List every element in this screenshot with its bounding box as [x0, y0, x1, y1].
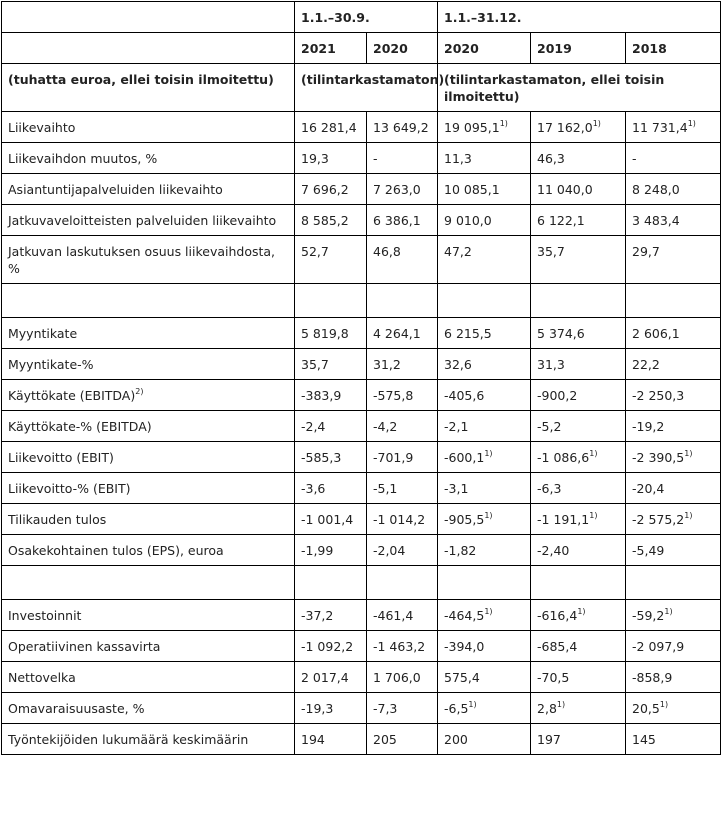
cell-value: 4 264,1 [373, 326, 421, 341]
value-cell [367, 236, 438, 284]
value-cell [626, 318, 721, 349]
table-row [2, 535, 721, 566]
year-header: 2020 [438, 33, 531, 64]
period-annual: 1.1.–31.12. [438, 2, 721, 33]
table-row [2, 504, 721, 535]
table-row [2, 600, 721, 631]
value-cell [531, 535, 626, 566]
cell-value: 2 606,1 [632, 326, 680, 341]
unit-note: (tuhatta euroa, ellei toisin ilmoitettu) [2, 64, 295, 112]
cell-value: 22,2 [632, 357, 660, 372]
empty-cell [626, 284, 721, 318]
value-cell [295, 205, 367, 236]
row-label [2, 693, 295, 724]
cell-value: 205 [373, 732, 397, 747]
table-row [2, 349, 721, 380]
value-cell [438, 442, 531, 473]
cell-value: 11,3 [444, 151, 472, 166]
year-header: 2019 [531, 33, 626, 64]
row-label [2, 442, 295, 473]
value-cell [367, 535, 438, 566]
row-label [2, 411, 295, 442]
value-cell [438, 174, 531, 205]
cell-value: -2,40 [537, 543, 570, 558]
cell-value: -19,2 [632, 419, 665, 434]
value-cell [367, 693, 438, 724]
value-cell [367, 143, 438, 174]
value-cell [626, 724, 721, 755]
footnote-marker: 1) [499, 119, 508, 128]
cell-value: -5,2 [537, 419, 562, 434]
value-cell [531, 143, 626, 174]
cell-value: -2 250,3 [632, 388, 685, 403]
table-row [2, 631, 721, 662]
audit-note-interim: (tilintarkastamaton) [295, 64, 438, 112]
row-label-text: Omavaraisuusaste, % [8, 701, 145, 716]
cell-value: 32,6 [444, 357, 472, 372]
table-row [2, 380, 721, 411]
table-row [2, 236, 721, 284]
value-cell [531, 473, 626, 504]
value-cell [438, 473, 531, 504]
empty-cell [367, 566, 438, 600]
value-cell [531, 349, 626, 380]
cell-value: -1,99 [301, 543, 334, 558]
value-cell [367, 380, 438, 411]
row-label-text: Käyttökate (EBITDA) [8, 388, 136, 403]
value-cell [531, 318, 626, 349]
value-cell [295, 174, 367, 205]
cell-value: -3,6 [301, 481, 326, 496]
cell-value: 10 085,1 [444, 182, 500, 197]
footnote-marker: 1) [484, 607, 493, 616]
cell-value: 46,3 [537, 151, 565, 166]
row-label [2, 380, 295, 411]
value-cell [295, 631, 367, 662]
row-label-text: Investoinnit [8, 608, 82, 623]
cell-value: -585,3 [301, 450, 342, 465]
value-cell [626, 631, 721, 662]
empty-cell [2, 284, 295, 318]
row-label [2, 535, 295, 566]
value-cell [531, 724, 626, 755]
cell-value: -2 097,9 [632, 639, 685, 654]
cell-value: -1 001,4 [301, 512, 354, 527]
table-row [2, 143, 721, 174]
value-cell [367, 600, 438, 631]
cell-value: -394,0 [444, 639, 485, 654]
footnote-marker: 1) [556, 700, 566, 709]
row-label [2, 318, 295, 349]
row-label-text: Liikevoitto (EBIT) [8, 450, 114, 465]
value-cell [626, 236, 721, 284]
value-cell [438, 693, 531, 724]
cell-value: -1 092,2 [301, 639, 354, 654]
cell-value: -383,9 [301, 388, 342, 403]
row-label-text: Liikevoitto-% (EBIT) [8, 481, 131, 496]
value-cell [295, 442, 367, 473]
value-cell [438, 662, 531, 693]
value-cell [531, 600, 626, 631]
cell-value: 19 095,1 [444, 120, 500, 135]
footnote-marker: 1) [589, 511, 598, 520]
spacer-row [2, 284, 721, 318]
cell-value: 17 162,0 [537, 120, 593, 135]
value-cell [438, 724, 531, 755]
cell-value: 29,7 [632, 244, 660, 259]
year-header: 2018 [626, 33, 721, 64]
cell-value: 9 010,0 [444, 213, 492, 228]
value-cell [626, 349, 721, 380]
value-cell [367, 504, 438, 535]
empty-cell [438, 566, 531, 600]
cell-value: -464,5 [444, 608, 485, 623]
cell-value: -905,5 [444, 512, 485, 527]
row-label [2, 631, 295, 662]
footnote-marker: 1) [484, 449, 493, 458]
value-cell [531, 174, 626, 205]
value-cell [295, 662, 367, 693]
year-header: 2021 [295, 33, 367, 64]
footnote-marker: 1) [589, 449, 598, 458]
cell-value: 11 040,0 [537, 182, 593, 197]
footnote-marker: 2) [135, 387, 144, 396]
cell-value: 2,8 [537, 701, 557, 716]
value-cell [367, 724, 438, 755]
cell-value: -3,1 [444, 481, 469, 496]
value-cell [531, 631, 626, 662]
cell-value: 35,7 [301, 357, 329, 372]
table-row [2, 442, 721, 473]
cell-value: -7,3 [373, 701, 398, 716]
row-label-text: Operatiivinen kassavirta [8, 639, 161, 654]
value-cell [295, 411, 367, 442]
row-label-text: Myyntikate [8, 326, 78, 341]
footnote-marker: 1) [659, 700, 669, 709]
row-label [2, 112, 295, 143]
cell-value: -6,5 [444, 701, 469, 716]
value-cell [367, 473, 438, 504]
cell-value: -685,4 [537, 639, 578, 654]
value-cell [626, 205, 721, 236]
value-cell [531, 205, 626, 236]
value-cell [626, 600, 721, 631]
cell-value: 7 696,2 [301, 182, 349, 197]
cell-value: 6 122,1 [537, 213, 585, 228]
value-cell [367, 174, 438, 205]
value-cell [626, 442, 721, 473]
value-cell [531, 380, 626, 411]
value-cell [626, 112, 721, 143]
value-cell [438, 112, 531, 143]
value-cell [438, 205, 531, 236]
audit-note-annual: (tilintarkastamaton, ellei toisin ilmoitettu) [438, 64, 721, 112]
cell-value: 200 [444, 732, 468, 747]
row-label [2, 662, 295, 693]
row-label [2, 143, 295, 174]
empty-cell [367, 284, 438, 318]
footnote-marker: 1) [484, 511, 493, 520]
row-label [2, 473, 295, 504]
table-row [2, 205, 721, 236]
unit-header-row [2, 64, 721, 112]
value-cell [438, 318, 531, 349]
footnote-marker: 1) [684, 511, 693, 520]
value-cell [531, 411, 626, 442]
row-label-text: Jatkuvan laskutuksen osuus liikevaihdosta, % [8, 244, 276, 276]
value-cell [438, 600, 531, 631]
value-cell [438, 631, 531, 662]
spacer-row [2, 566, 721, 600]
value-cell [626, 662, 721, 693]
value-cell [626, 504, 721, 535]
value-cell [626, 693, 721, 724]
financial-table [1, 1, 721, 755]
cell-value: -405,6 [444, 388, 485, 403]
value-cell [295, 143, 367, 174]
value-cell [295, 380, 367, 411]
value-cell [626, 174, 721, 205]
empty-cell [2, 2, 295, 33]
cell-value: - [373, 151, 378, 166]
value-cell [367, 442, 438, 473]
cell-value: -37,2 [301, 608, 334, 623]
year-header: 2020 [367, 33, 438, 64]
value-cell [367, 631, 438, 662]
period-interim: 1.1.–30.9. [295, 2, 438, 33]
footnote-marker: 1) [687, 119, 696, 128]
table-row [2, 693, 721, 724]
row-label [2, 174, 295, 205]
value-cell [295, 504, 367, 535]
footnote-marker: 1) [577, 607, 586, 616]
empty-cell [295, 566, 367, 600]
cell-value: -59,2 [632, 608, 665, 623]
table-row [2, 318, 721, 349]
value-cell [531, 442, 626, 473]
cell-value: 19,3 [301, 151, 329, 166]
cell-value: 16 281,4 [301, 120, 357, 135]
empty-cell [295, 284, 367, 318]
cell-value: 1 706,0 [373, 670, 421, 685]
row-label-text: Käyttökate-% (EBITDA) [8, 419, 152, 434]
value-cell [295, 236, 367, 284]
value-cell [367, 205, 438, 236]
table-row [2, 662, 721, 693]
table-row [2, 174, 721, 205]
value-cell [438, 236, 531, 284]
row-label [2, 600, 295, 631]
cell-value: -575,8 [373, 388, 414, 403]
value-cell [626, 535, 721, 566]
cell-value: 52,7 [301, 244, 329, 259]
cell-value: 31,2 [373, 357, 401, 372]
value-cell [295, 473, 367, 504]
value-cell [295, 318, 367, 349]
cell-value: -600,1 [444, 450, 485, 465]
empty-cell [438, 284, 531, 318]
table-row [2, 112, 721, 143]
cell-value: -1 463,2 [373, 639, 426, 654]
cell-value: -1 014,2 [373, 512, 426, 527]
value-cell [367, 349, 438, 380]
cell-value: 197 [537, 732, 561, 747]
cell-value: 11 731,4 [632, 120, 688, 135]
value-cell [367, 318, 438, 349]
cell-value: 145 [632, 732, 656, 747]
cell-value: 575,4 [444, 670, 480, 685]
value-cell [367, 662, 438, 693]
cell-value: 35,7 [537, 244, 565, 259]
table-row [2, 473, 721, 504]
value-cell [295, 724, 367, 755]
empty-cell [626, 566, 721, 600]
value-cell [438, 380, 531, 411]
empty-cell [531, 566, 626, 600]
row-label-text: Osakekohtainen tulos (EPS), euroa [8, 543, 224, 558]
footnote-marker: 1) [664, 607, 673, 616]
value-cell [295, 112, 367, 143]
cell-value: 8 248,0 [632, 182, 680, 197]
cell-value: 13 649,2 [373, 120, 429, 135]
cell-value: 6 386,1 [373, 213, 421, 228]
row-label [2, 349, 295, 380]
footnote-marker: 1) [468, 700, 477, 709]
cell-value: 3 483,4 [632, 213, 680, 228]
cell-value: 47,2 [444, 244, 472, 259]
cell-value: -19,3 [301, 701, 334, 716]
value-cell [626, 473, 721, 504]
table-row [2, 724, 721, 755]
cell-value: -1 086,6 [537, 450, 590, 465]
value-cell [295, 535, 367, 566]
row-label [2, 236, 295, 284]
cell-value: -70,5 [537, 670, 570, 685]
cell-value: -6,3 [537, 481, 562, 496]
value-cell [626, 380, 721, 411]
empty-cell [531, 284, 626, 318]
value-cell [438, 535, 531, 566]
value-cell [438, 411, 531, 442]
cell-value: 2 017,4 [301, 670, 349, 685]
row-label [2, 205, 295, 236]
cell-value: 46,8 [373, 244, 401, 259]
value-cell [531, 693, 626, 724]
table-row [2, 411, 721, 442]
cell-value: 194 [301, 732, 325, 747]
cell-value: -5,1 [373, 481, 398, 496]
cell-value: 8 585,2 [301, 213, 349, 228]
cell-value: -461,4 [373, 608, 414, 623]
cell-value: 31,3 [537, 357, 565, 372]
footnote-marker: 1) [592, 119, 601, 128]
cell-value: -616,4 [537, 608, 578, 623]
row-label-text: Liikevaihto [8, 120, 76, 135]
cell-value: -2,4 [301, 419, 326, 434]
cell-value: -1,82 [444, 543, 477, 558]
value-cell [531, 236, 626, 284]
row-label [2, 724, 295, 755]
period-header-row [2, 2, 721, 33]
cell-value: -4,2 [373, 419, 398, 434]
year-header-row [2, 33, 721, 64]
cell-value: -858,9 [632, 670, 673, 685]
value-cell [438, 143, 531, 174]
row-label-text: Nettovelka [8, 670, 76, 685]
row-label-text: Tilikauden tulos [8, 512, 107, 527]
cell-value: -2 575,2 [632, 512, 685, 527]
row-label-text: Liikevaihdon muutos, % [8, 151, 158, 166]
value-cell [438, 504, 531, 535]
cell-value: -20,4 [632, 481, 665, 496]
cell-value: 6 215,5 [444, 326, 492, 341]
value-cell [531, 112, 626, 143]
row-label-text: Asiantuntijapalveluiden liikevaihto [8, 182, 223, 197]
cell-value: 5 819,8 [301, 326, 349, 341]
value-cell [367, 411, 438, 442]
cell-value: - [632, 151, 637, 166]
value-cell [531, 662, 626, 693]
value-cell [438, 349, 531, 380]
empty-cell [2, 33, 295, 64]
row-label-text: Työntekijöiden lukumäärä keskimäärin [8, 732, 249, 747]
footnote-marker: 1) [684, 449, 693, 458]
value-cell [295, 349, 367, 380]
value-cell [626, 143, 721, 174]
row-label [2, 504, 295, 535]
cell-value: -2 390,5 [632, 450, 685, 465]
cell-value: -2,1 [444, 419, 469, 434]
cell-value: 7 263,0 [373, 182, 421, 197]
value-cell [295, 693, 367, 724]
cell-value: -1 191,1 [537, 512, 590, 527]
cell-value: -900,2 [537, 388, 578, 403]
cell-value: -5,49 [632, 543, 665, 558]
value-cell [531, 504, 626, 535]
value-cell [367, 112, 438, 143]
row-label-text: Myyntikate-% [8, 357, 94, 372]
cell-value: -2,04 [373, 543, 406, 558]
cell-value: 20,5 [632, 701, 660, 716]
value-cell [295, 600, 367, 631]
row-label-text: Jatkuvaveloitteisten palveluiden liikevaihto [8, 213, 277, 228]
cell-value: -701,9 [373, 450, 414, 465]
cell-value: 5 374,6 [537, 326, 585, 341]
empty-cell [2, 566, 295, 600]
value-cell [626, 411, 721, 442]
